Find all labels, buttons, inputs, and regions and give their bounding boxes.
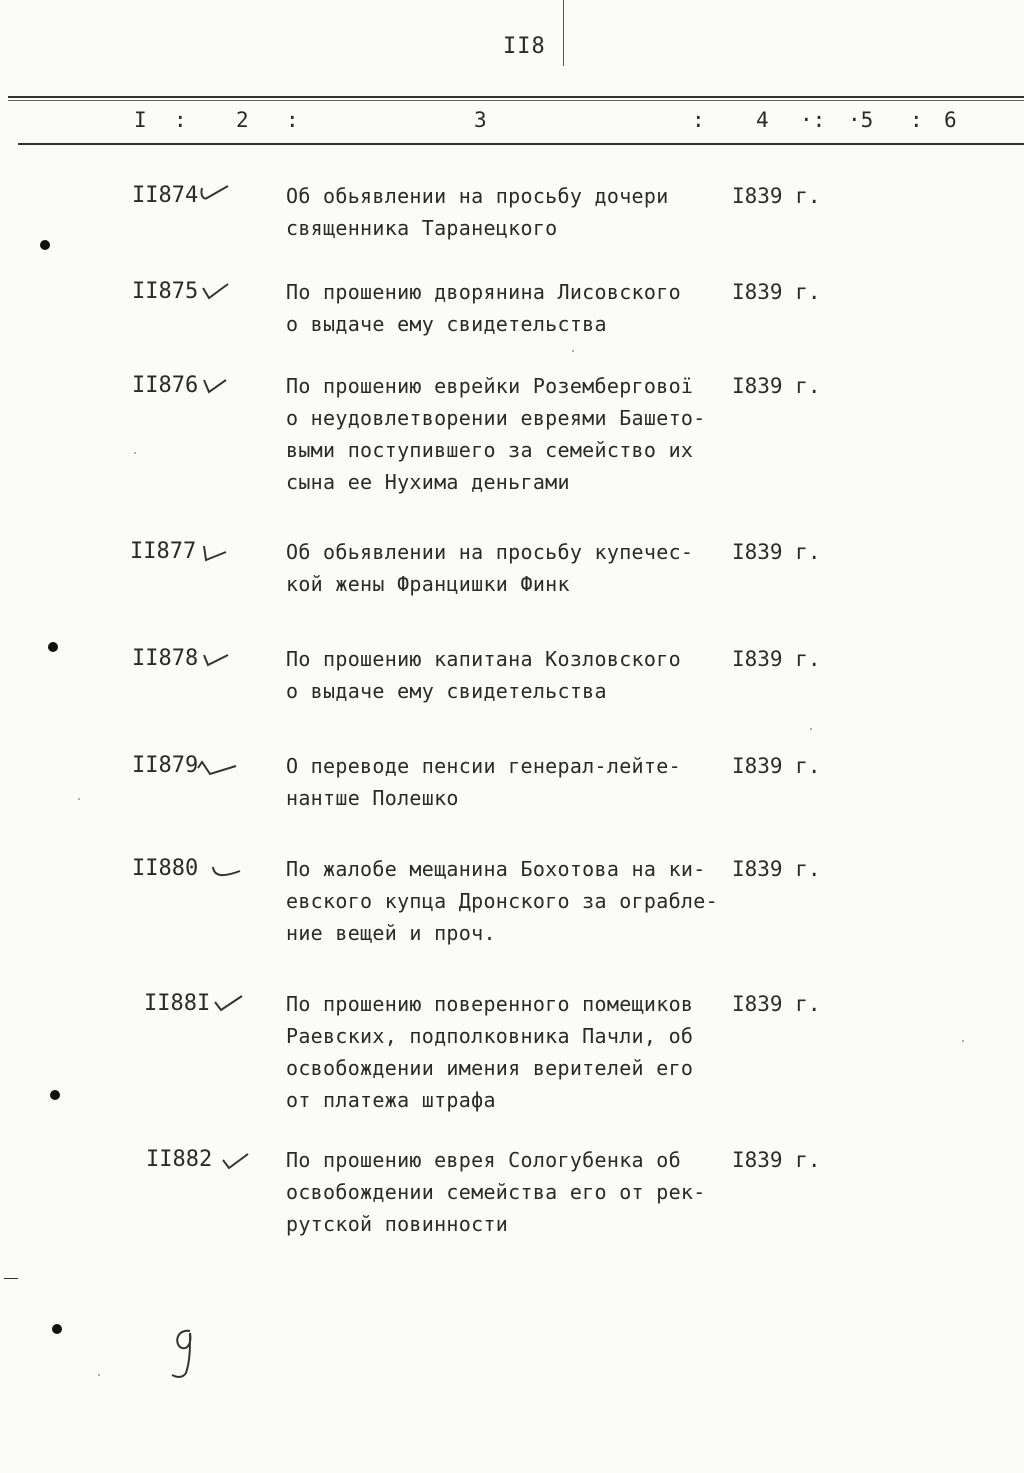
- checkmark-icon: [200, 540, 234, 562]
- paper-speck: [78, 798, 80, 800]
- column-header-1: I: [134, 108, 147, 132]
- record-number: II877: [130, 539, 197, 564]
- center-tick-mark: [563, 0, 564, 66]
- record-title: О переводе пенсии генерал-лейте- нантше Полешко: [286, 754, 681, 810]
- record-title: По прошению поверенного помещиков Раевских, подполковника Пачли, об освобождении имения верителей его от платежа штрафа: [286, 992, 694, 1112]
- record-number: II874: [132, 183, 199, 208]
- paper-speck: [572, 350, 574, 352]
- record-year: I839 г.: [732, 1148, 821, 1172]
- record-year: I839 г.: [732, 857, 821, 881]
- record-number: II875: [132, 279, 199, 304]
- record-title: Об обьявлении на просьбу купечес- кой жены Францишки Финк: [286, 540, 694, 596]
- column-separator-2: :: [286, 108, 299, 132]
- record-year: I839 г.: [732, 992, 821, 1016]
- column-separator-3: :: [692, 108, 705, 132]
- checkmark-icon: [198, 184, 232, 206]
- record-year: I839 г.: [732, 184, 821, 208]
- record-title: По прошению еврейки Розембергової о неудовлетворении евреями Башето- выми поступившего за семейство их сына ее Нухима деньгами: [286, 374, 706, 494]
- record-title: По прошению еврея Сологубенка об освобождении семейства его от рек- рутской повинности: [286, 1148, 706, 1236]
- record-year: I839 г.: [732, 374, 821, 398]
- record-year: I839 г.: [732, 540, 821, 564]
- record-title: По жалобе мещанина Бохотова на ки- евского купца Дронского за ограбле- ние вещей и проч.: [286, 857, 718, 945]
- record-number: II88I: [144, 991, 211, 1016]
- punch-hole: [52, 1324, 62, 1334]
- column-separator-1: :: [174, 108, 187, 132]
- record-year: I839 г.: [732, 754, 821, 778]
- column-header-3: 3: [474, 108, 487, 132]
- paper-speck: [98, 1374, 100, 1376]
- paper-speck: [962, 1040, 964, 1042]
- record-title: Об обьявлении на просьбу дочери священника Таранецкого: [286, 184, 669, 240]
- checkmark-icon: [200, 280, 234, 302]
- margin-mark: [4, 1278, 18, 1279]
- record-title: По прошению капитана Козловского о выдаче ему свидетельства: [286, 647, 681, 703]
- record-year: I839 г.: [732, 647, 821, 671]
- column-header-4: 4: [756, 108, 769, 132]
- checkmark-icon: [200, 647, 234, 669]
- checkmark-icon: [196, 754, 240, 776]
- column-separator-4: ·:: [800, 108, 826, 132]
- record-number: II882: [146, 1147, 213, 1172]
- column-separator-5: :: [910, 108, 923, 132]
- column-header-6: 6: [944, 108, 957, 132]
- punch-hole: [50, 1090, 60, 1100]
- checkmark-icon: [200, 374, 234, 396]
- header-bottom-rule: [18, 143, 1024, 145]
- column-header-2: 2: [236, 108, 249, 132]
- record-year: I839 г.: [732, 280, 821, 304]
- record-number: II879: [132, 753, 199, 778]
- column-header-row: [0, 108, 1024, 140]
- punch-hole: [40, 240, 50, 250]
- checkmark-icon: [212, 992, 246, 1014]
- column-header-5: ·5: [848, 108, 874, 132]
- record-title: По прошению дворянина Лисовского о выдаче ему свидетельства: [286, 280, 681, 336]
- checkmark-icon: [210, 857, 244, 879]
- record-number: II878: [132, 646, 199, 671]
- handwritten-sheet-number: [168, 1325, 202, 1381]
- checkmark-icon: [220, 1148, 254, 1170]
- punch-hole: [48, 642, 58, 652]
- record-number: II876: [132, 373, 199, 398]
- page-number: II8: [503, 34, 546, 59]
- paper-speck: [810, 728, 812, 730]
- record-number: II880: [132, 856, 199, 881]
- paper-speck: [134, 452, 136, 454]
- header-top-rule: [8, 96, 1024, 98]
- header-top-rule-secondary: [8, 100, 1024, 101]
